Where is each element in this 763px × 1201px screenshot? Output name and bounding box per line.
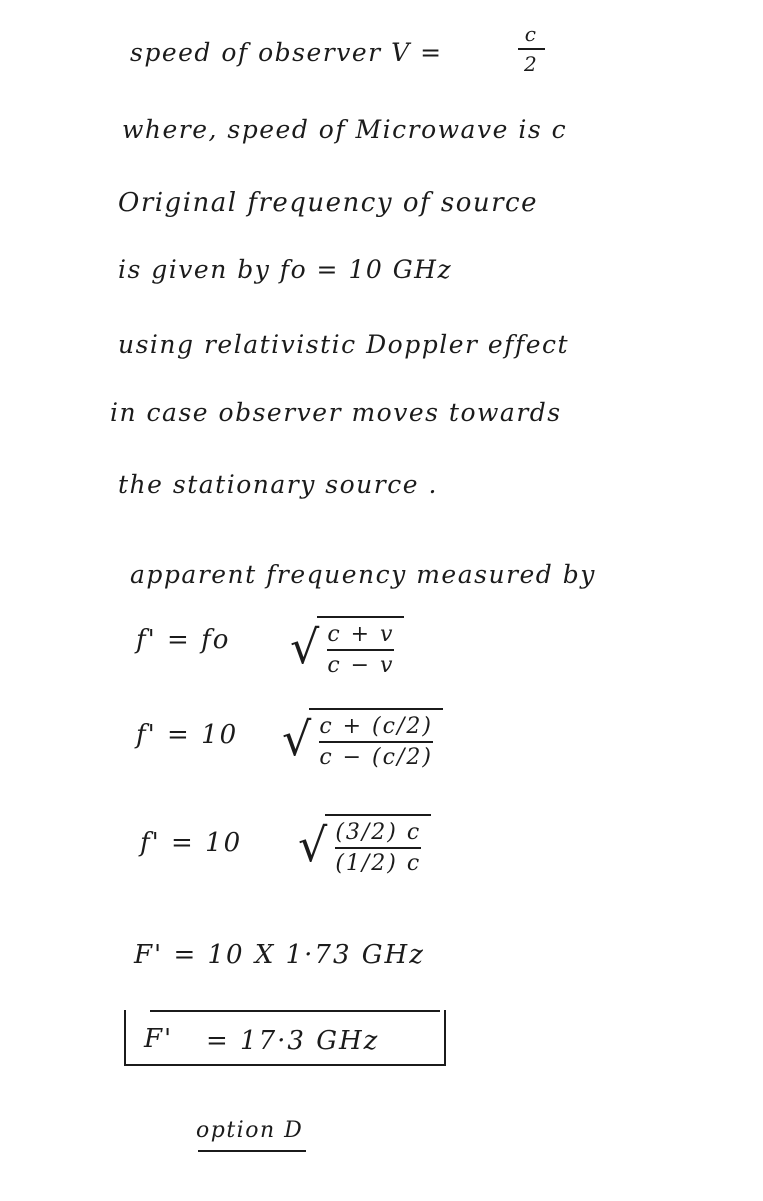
observer-speed-line — [130, 38, 443, 67]
fraction-numerator: c — [524, 22, 538, 46]
fraction-bar — [319, 741, 433, 743]
equation-3-lhs: f' = 10 — [140, 828, 243, 858]
relativistic-doppler-line: using relativistic Doppler effect — [118, 330, 570, 359]
equation-1-lhs: f' = fo — [136, 625, 231, 655]
fraction-denominator: 2 — [524, 52, 539, 76]
final-answer-box-top — [150, 1010, 440, 1012]
equation-2-radicand — [309, 708, 443, 770]
observer-speed-fraction — [518, 22, 545, 76]
final-answer-lhs: F' — [144, 1024, 174, 1054]
final-answer-rhs: = 17·3 GHz — [206, 1026, 380, 1056]
apparent-frequency-line: apparent frequency measured by — [130, 560, 596, 589]
microwave-speed-line: where, speed of Microwave is c — [122, 115, 568, 144]
original-frequency-line: Original frequency of source — [118, 188, 538, 218]
equation-1-sqrt — [290, 616, 404, 678]
radical-sign: √ — [298, 818, 328, 872]
answer-option-label: option D — [196, 1118, 304, 1143]
equation-1-numerator: c + v — [327, 622, 395, 647]
equation-2-lhs: f' = 10 — [136, 720, 239, 750]
given-frequency-line: is given by fo = 10 GHz — [118, 255, 453, 284]
observer-speed-text: speed of observer V = — [130, 38, 443, 67]
equation-1-denominator: c − v — [327, 653, 395, 678]
equation-4: F' = 10 X 1·73 GHz — [134, 940, 425, 970]
equation-2-numerator: c + (c/2) — [319, 714, 433, 739]
equation-3-radicand — [325, 814, 431, 876]
equation-3-numerator: (3/2) c — [335, 820, 422, 845]
stationary-source-line: the stationary source . — [118, 470, 438, 499]
equation-3-sqrt — [298, 814, 431, 876]
equation-3-denominator: (1/2) c — [335, 851, 422, 876]
fraction-bar — [335, 847, 421, 849]
equation-1-radicand — [317, 616, 404, 678]
radical-sign: √ — [282, 712, 312, 766]
observer-moves-line: in case observer moves towards — [110, 398, 562, 427]
answer-underline — [198, 1150, 306, 1152]
fraction-bar — [327, 649, 394, 651]
equation-2-sqrt — [282, 708, 443, 770]
radical-sign: √ — [290, 620, 320, 674]
equation-2-denominator: c − (c/2) — [319, 745, 433, 770]
